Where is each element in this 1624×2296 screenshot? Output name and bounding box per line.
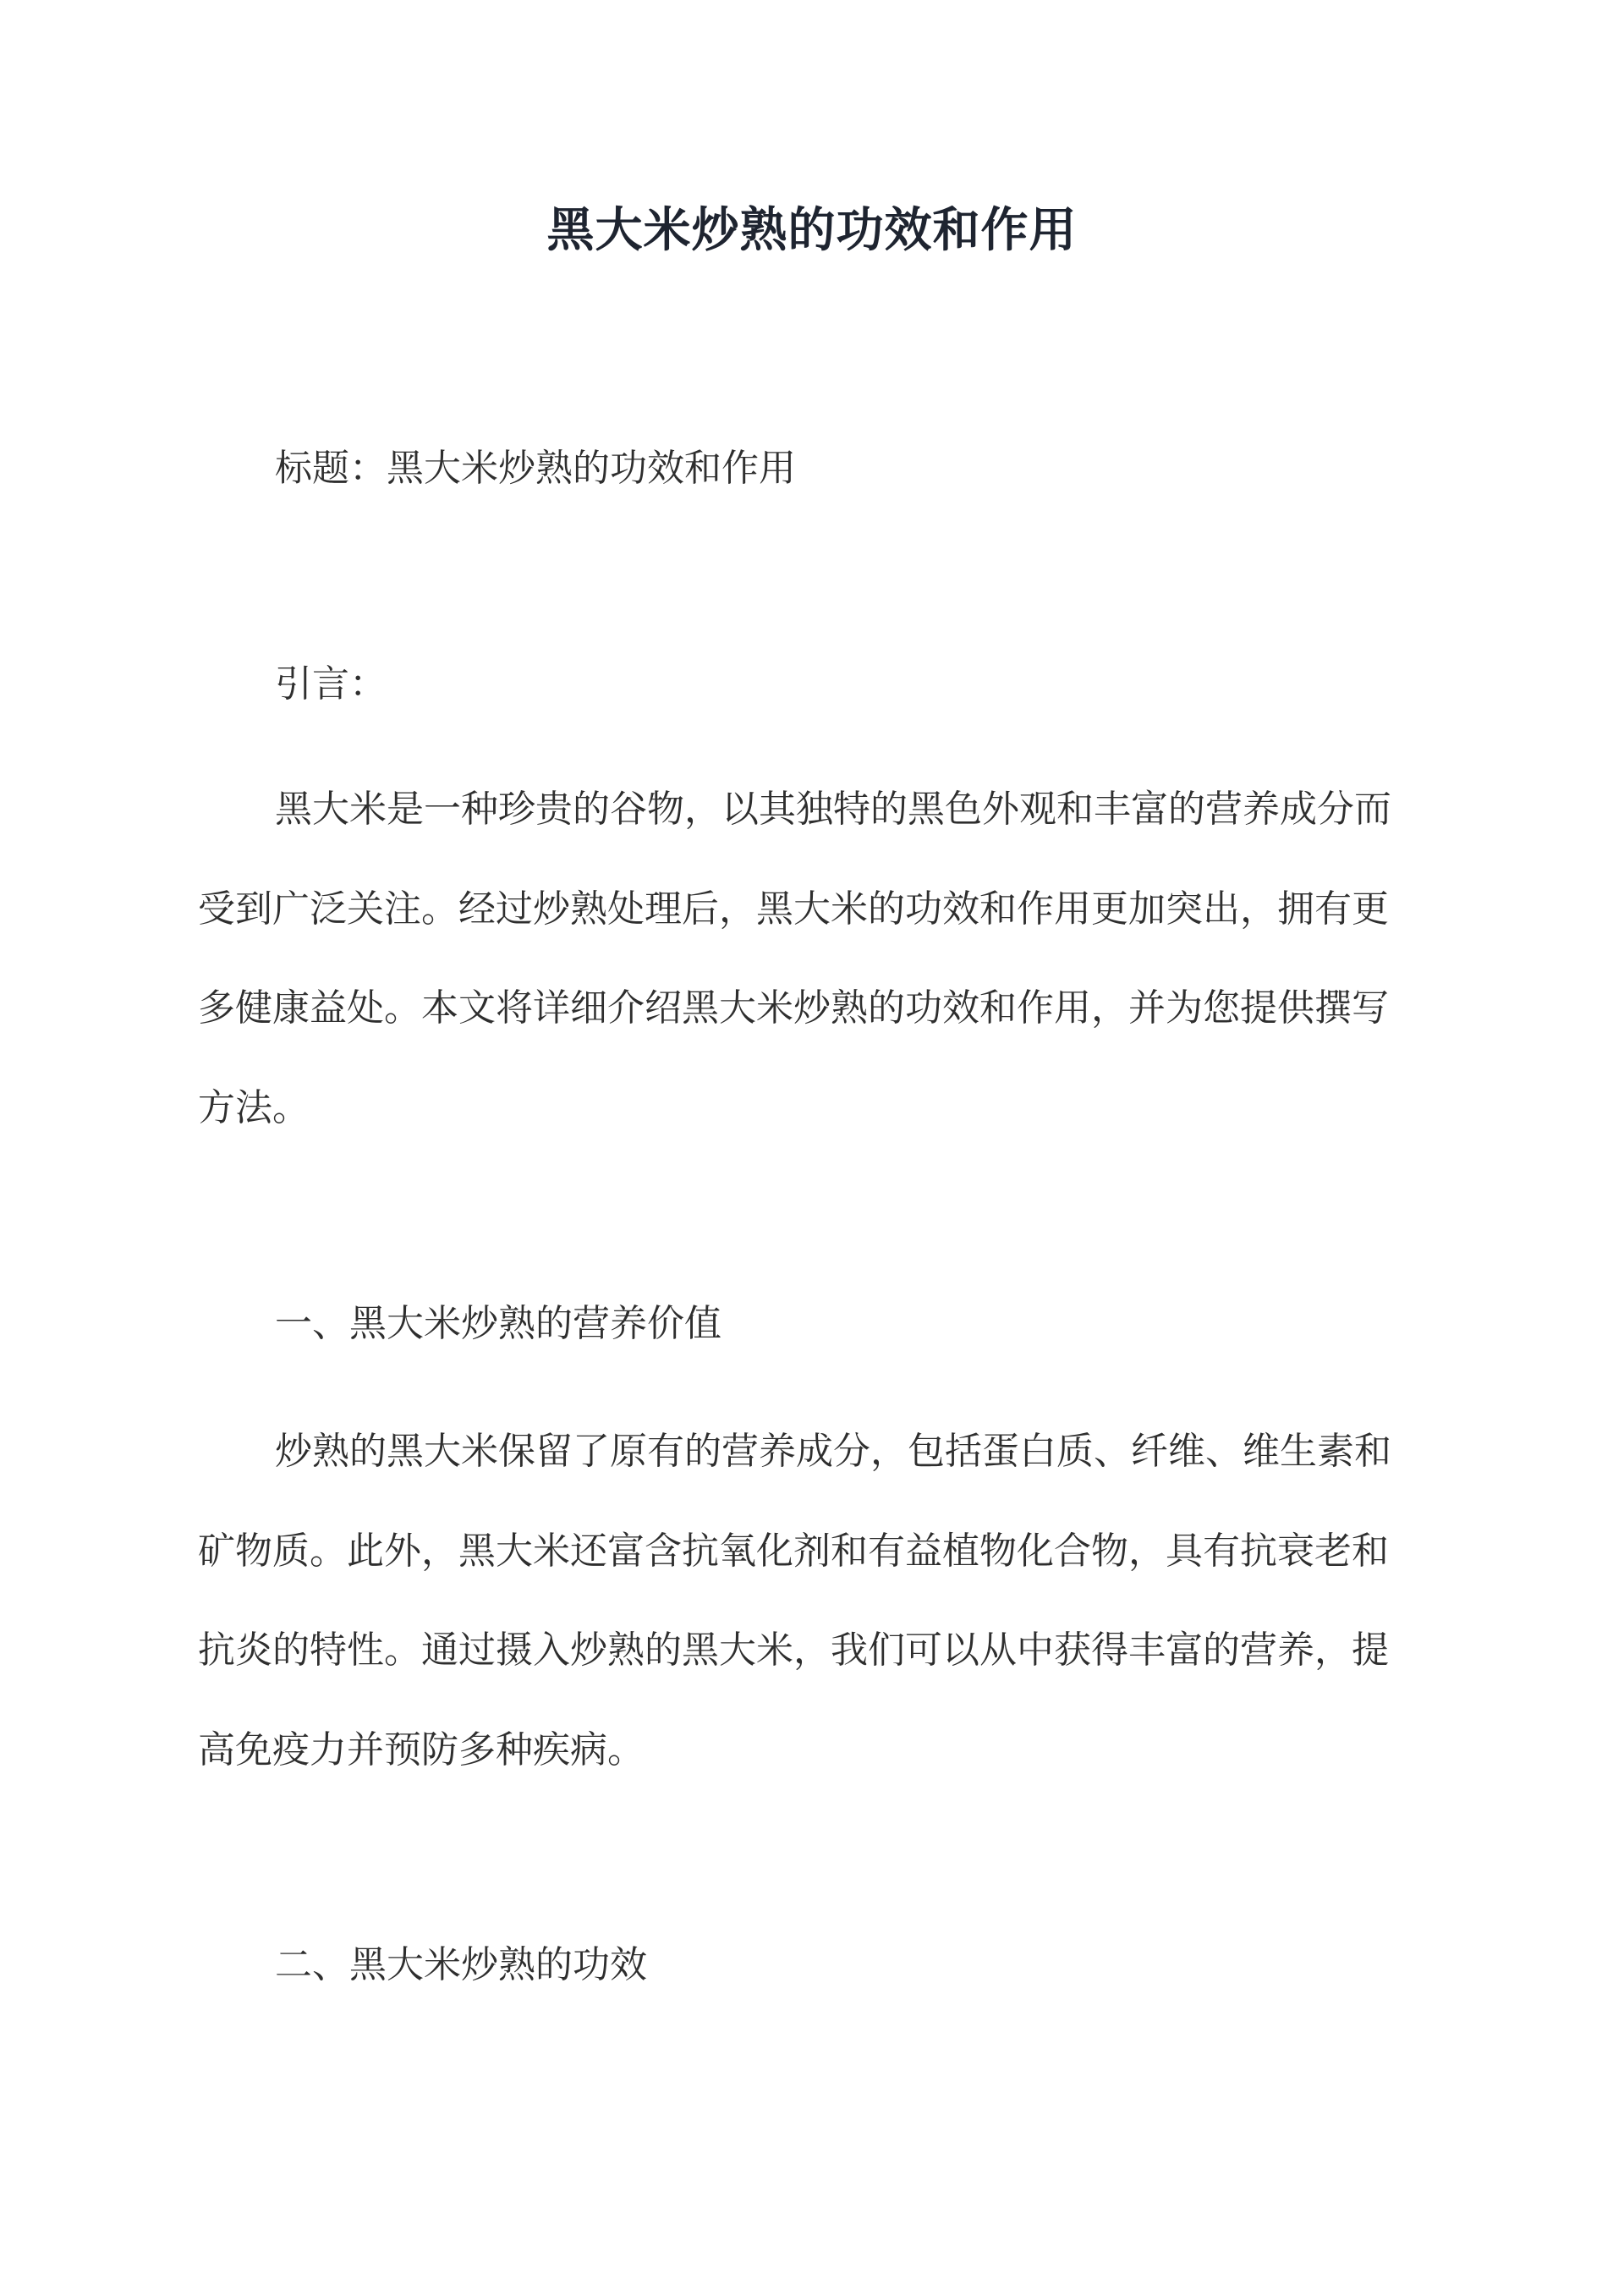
subtitle-line: 标题：黑大米炒熟的功效和作用 — [275, 447, 796, 490]
section-1-paragraph-line: 抗炎的特性。通过摄入炒熟的黑大米，我们可以从中获得丰富的营养，提 — [198, 1629, 1389, 1672]
document-title: 黑大米炒熟的功效和作用 — [546, 202, 1078, 258]
section-1-paragraph-line: 炒熟的黑大米保留了原有的营养成分，包括蛋白质、纤维、维生素和 — [275, 1430, 1391, 1473]
section-2-heading: 二、黑大米炒熟的功效 — [275, 1943, 647, 1986]
intro-paragraph-line: 多健康益处。本文将详细介绍黑大米炒熟的功效和作用，并为您提供撰写 — [198, 986, 1389, 1030]
intro-heading: 引言： — [275, 662, 387, 706]
intro-paragraph-line: 受到广泛关注。经过炒熟处理后，黑大米的功效和作用更加突出，拥有更 — [198, 887, 1389, 931]
section-1-paragraph-line: 高免疫力并预防多种疾病。 — [198, 1728, 645, 1771]
intro-paragraph-line: 方法。 — [198, 1086, 310, 1129]
section-1-heading: 一、黑大米炒熟的营养价值 — [275, 1302, 721, 1345]
intro-paragraph-line: 黑大米是一种珍贵的谷物，以其独特的黑色外观和丰富的营养成分而 — [275, 788, 1391, 831]
section-1-paragraph-line: 矿物质。此外，黑大米还富含抗氧化剂和有益植物化合物，具有抗衰老和 — [198, 1530, 1389, 1573]
